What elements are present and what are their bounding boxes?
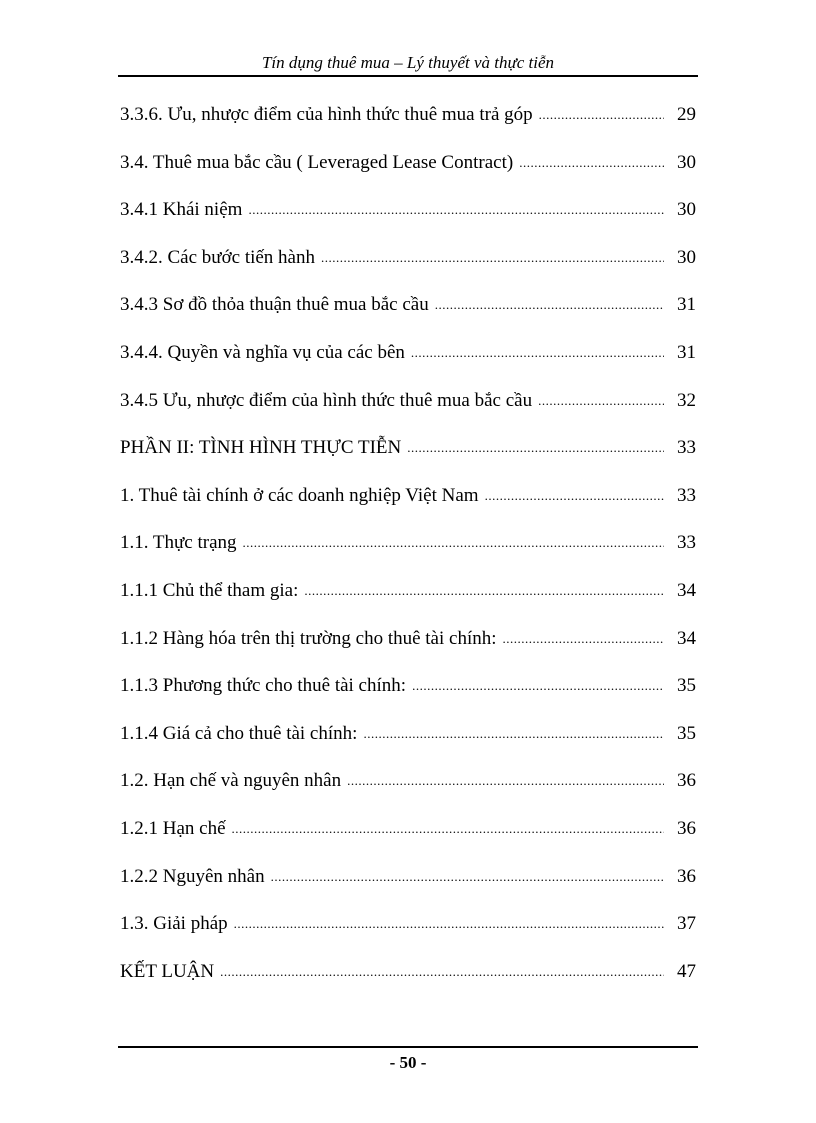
toc-dot-leader: [271, 862, 664, 892]
toc-dot-leader: [538, 386, 664, 416]
toc-dot-leader: [304, 576, 664, 606]
toc-entry-title: 1.1.1 Chủ thể tham gia:: [120, 579, 299, 601]
toc-entry-title: 3.4. Thuê mua bắc cầu ( Leveraged Lease Contract): [120, 151, 514, 173]
toc-entry: [120, 148, 696, 196]
toc-entry: [120, 386, 696, 434]
toc-entry-title: 3.4.5 Ưu, nhược điểm của hình thức thuê mua bắc cầu: [120, 389, 533, 411]
toc-entry: [120, 957, 696, 1005]
toc-entry: [120, 338, 696, 386]
toc-entry: [120, 766, 696, 814]
toc-entry-title: 1.2. Hạn chế và nguyên nhân: [120, 770, 342, 792]
toc-entry: [120, 862, 696, 910]
toc-entry: [120, 671, 696, 719]
toc-entry-page: 47: [677, 960, 696, 982]
toc-entry-title: 1.1.2 Hàng hóa trên thị trường cho thuê tài chính:: [120, 627, 497, 649]
toc-entry-page: 32: [677, 389, 696, 411]
toc-entry-page: 36: [677, 817, 696, 839]
toc-dot-leader: [411, 338, 664, 368]
toc-entry: [120, 290, 696, 338]
toc-entry: [120, 528, 696, 576]
page-number: - 50 -: [389, 1053, 427, 1072]
toc-entry-page: 34: [677, 627, 696, 649]
toc-entry-page: 30: [677, 199, 696, 221]
toc-dot-leader: [220, 957, 664, 987]
toc-entry-page: 33: [677, 532, 696, 554]
toc-entry-page: 29: [677, 104, 696, 125]
toc-entry-title: 3.3.6. Ưu, nhược điểm của hình thức thuê mua trả góp: [120, 104, 533, 125]
toc-entry-title: 3.4.2. Các bước tiến hành: [120, 246, 315, 268]
footer-divider: [118, 1046, 698, 1048]
toc-entry: [120, 481, 696, 529]
table-of-contents: [120, 100, 696, 1004]
running-header: Tín dụng thuê mua – Lý thuyết và thực tiễn: [261, 53, 555, 72]
toc-entry-title: 3.4.1 Khái niệm: [120, 199, 243, 221]
toc-dot-leader: [503, 624, 664, 654]
toc-entry: [120, 719, 696, 767]
toc-entry-title: 1.1.4 Giá cả cho thuê tài chính:: [120, 722, 358, 744]
toc-entry-title: PHẦN II: TÌNH HÌNH THỰC TIỄN: [120, 437, 402, 459]
toc-entry-title: 1.1.3 Phương thức cho thuê tài chính:: [120, 675, 407, 697]
toc-dot-leader: [435, 290, 664, 320]
toc-entry-title: 1.2.2 Nguyên nhân: [120, 865, 265, 887]
toc-dot-leader: [243, 528, 664, 558]
toc-entry-page: 35: [677, 675, 696, 697]
toc-entry-page: 37: [677, 913, 696, 935]
toc-entry-page: 36: [677, 770, 696, 792]
toc-entry: [120, 576, 696, 624]
toc-dot-leader: [234, 909, 664, 939]
toc-entry-title: 1.2.1 Hạn chế: [120, 817, 226, 839]
toc-dot-leader: [539, 100, 664, 130]
toc-entry-page: 31: [677, 294, 696, 316]
toc-entry-page: 33: [677, 437, 696, 459]
toc-dot-leader: [232, 814, 664, 844]
toc-entry-title: 3.4.3 Sơ đồ thỏa thuận thuê mua bắc cầu: [120, 294, 429, 316]
toc-entry-page: 36: [677, 865, 696, 887]
toc-entry-title: 1.1. Thực trạng: [120, 532, 237, 554]
toc-entry-title: 1.3. Giải pháp: [120, 913, 228, 935]
toc-dot-leader: [363, 719, 664, 749]
toc-entry: [120, 624, 696, 672]
toc-dot-leader: [248, 195, 664, 225]
toc-entry-page: 30: [677, 151, 696, 173]
toc-entry: [120, 814, 696, 862]
toc-dot-leader: [321, 243, 664, 273]
toc-entry-page: 35: [677, 722, 696, 744]
toc-entry-page: 30: [677, 246, 696, 268]
toc-entry-title: 3.4.4. Quyền và nghĩa vụ của các bên: [120, 341, 405, 363]
toc-entry: [120, 433, 696, 481]
toc-entry-page: 33: [677, 484, 696, 506]
toc-entry: [120, 243, 696, 291]
toc-entry-page: 34: [677, 579, 696, 601]
toc-entry: [120, 100, 696, 148]
toc-dot-leader: [519, 148, 664, 178]
toc-dot-leader: [485, 481, 664, 511]
header-divider: [118, 75, 698, 77]
toc-entry-title: KẾT LUẬN: [120, 960, 215, 982]
toc-entry: [120, 909, 696, 957]
toc-entry-page: 31: [677, 341, 696, 363]
toc-entry: [120, 195, 696, 243]
toc-dot-leader: [412, 671, 664, 701]
toc-dot-leader: [407, 433, 664, 463]
toc-entry-title: 1. Thuê tài chính ở các doanh nghiệp Việt Nam: [120, 484, 479, 506]
toc-dot-leader: [347, 766, 664, 796]
